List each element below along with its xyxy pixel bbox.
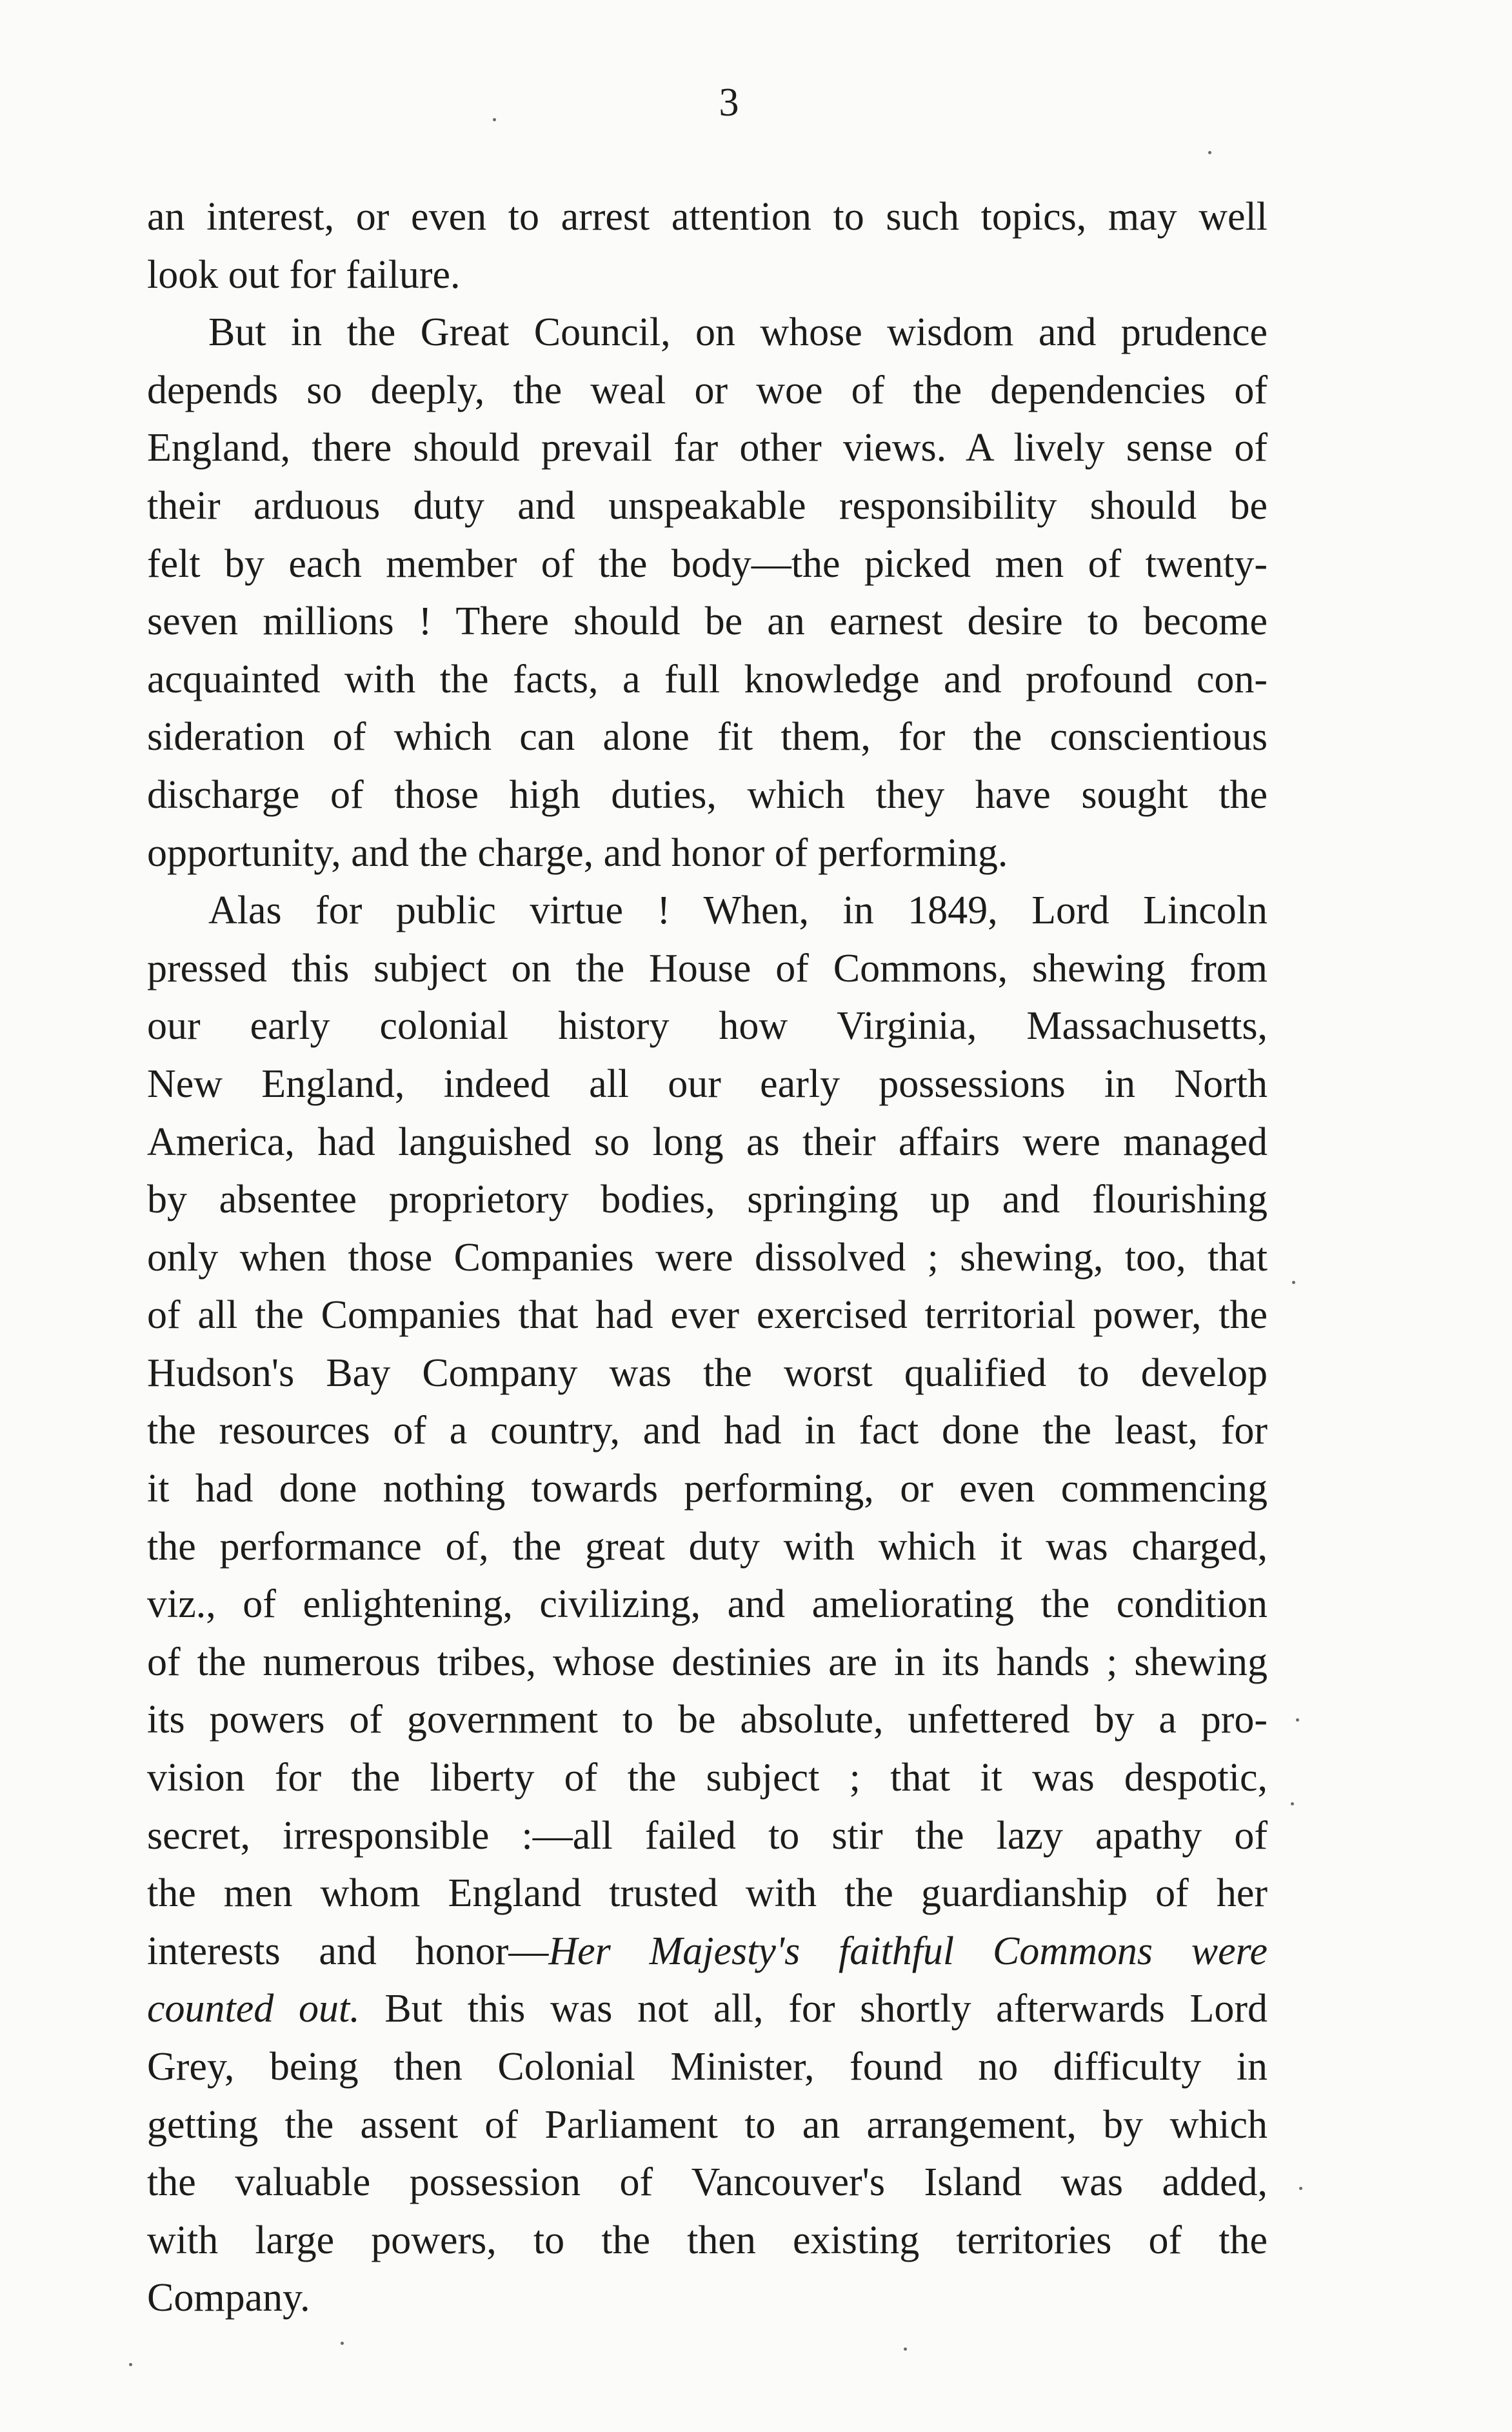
text-line: vision for the liberty of the subject ; that it was despotic,	[147, 1756, 1268, 1800]
text-line: New England, indeed all our early possessions in North	[147, 1061, 1268, 1106]
scan-speck	[341, 2342, 344, 2345]
text-line: getting the assent of Parliament to an arrangement, by which	[147, 2102, 1268, 2147]
scan-speck	[1292, 1281, 1295, 1284]
text-line: their arduous duty and unspeakable responsibility should be	[147, 483, 1268, 528]
text-line: of all the Companies that had ever exercised territorial power, the	[147, 1293, 1268, 1338]
text-line: Hudson's Bay Company was the worst qualified to develop	[147, 1351, 1268, 1395]
text-line: sideration of which can alone fit them, for the conscientious	[147, 715, 1268, 759]
scan-speck	[1299, 2187, 1302, 2190]
text-line: Company.	[147, 2276, 310, 2320]
text-line: viz., of enlightening, civilizing, and ameliorating the condition	[147, 1582, 1268, 1627]
text-line: acquainted with the facts, a full knowledge and profound con-	[147, 657, 1268, 701]
text-line: pressed this subject on the House of Commons, shewing from	[147, 946, 1268, 990]
text-line: it had done nothing towards performing, or even commencing	[147, 1467, 1268, 1511]
scan-speck	[129, 2363, 132, 2366]
text-line: secret, irresponsible :—all failed to stir the lazy apathy of	[147, 1813, 1268, 1858]
text-line: America, had languished so long as their affairs were managed	[147, 1120, 1268, 1164]
text-line: England, there should prevail far other views. A lively sense of	[147, 426, 1268, 470]
text-line: discharge of those high duties, which they have sought the	[147, 772, 1268, 817]
page-number: 3	[719, 81, 739, 125]
text-line: our early colonial history how Virginia, Massachusetts,	[147, 1004, 1268, 1049]
text-line: the performance of, the great duty with which it was charged,	[147, 1524, 1268, 1569]
italic-text: counted out.	[147, 1987, 360, 2031]
text-line: opportunity, and the charge, and honor of performing.	[147, 830, 1008, 875]
scan-speck	[493, 118, 496, 121]
text-line: the men whom England trusted with the guardianship of her	[147, 1871, 1268, 1916]
scan-speck	[1291, 1802, 1294, 1805]
text-line: Alas for public virtue ! When, in 1849, Lord Lincoln	[208, 889, 1268, 933]
italic-text: Her Majesty's faithful Commons were	[548, 1929, 1268, 1973]
text-line: But in the Great Council, on whose wisdom and prudence	[208, 310, 1268, 355]
text-line: counted out. But this was not all, for shortly afterwards Lord	[147, 1987, 1268, 2031]
text-line: felt by each member of the body—the picked men of twenty-	[147, 541, 1268, 586]
text-line: depends so deeply, the weal or woe of the dependencies of	[147, 368, 1268, 412]
text-line: an interest, or even to arrest attention to such topics, may well	[147, 195, 1268, 239]
text-line: seven millions ! There should be an earnest desire to become	[147, 599, 1268, 644]
text-line: its powers of government to be absolute, unfettered by a pro-	[147, 1698, 1268, 1742]
text-line: the resources of a country, and had in fact done the least, for	[147, 1409, 1268, 1453]
text-line: by absentee proprietory bodies, springing up and flourishing	[147, 1178, 1268, 1222]
text-line: only when those Companies were dissolved ; shewing, too, that	[147, 1235, 1268, 1280]
text-line: interests and honor—Her Majesty's faithful Commons were	[147, 1929, 1268, 1973]
text-line: with large powers, to the then existing territories of the	[147, 2218, 1268, 2262]
text-line: the valuable possession of Vancouver's Island was added,	[147, 2160, 1268, 2205]
scan-speck	[1296, 1718, 1299, 1722]
text-line: Grey, being then Colonial Minister, found no difficulty in	[147, 2045, 1268, 2089]
text-line: look out for failure.	[147, 252, 461, 297]
scan-speck	[1208, 151, 1211, 154]
body-text	[147, 188, 1268, 2327]
scan-speck	[904, 2347, 907, 2351]
text-line: of the numerous tribes, whose destinies are in its hands ; shewing	[147, 1640, 1268, 1684]
